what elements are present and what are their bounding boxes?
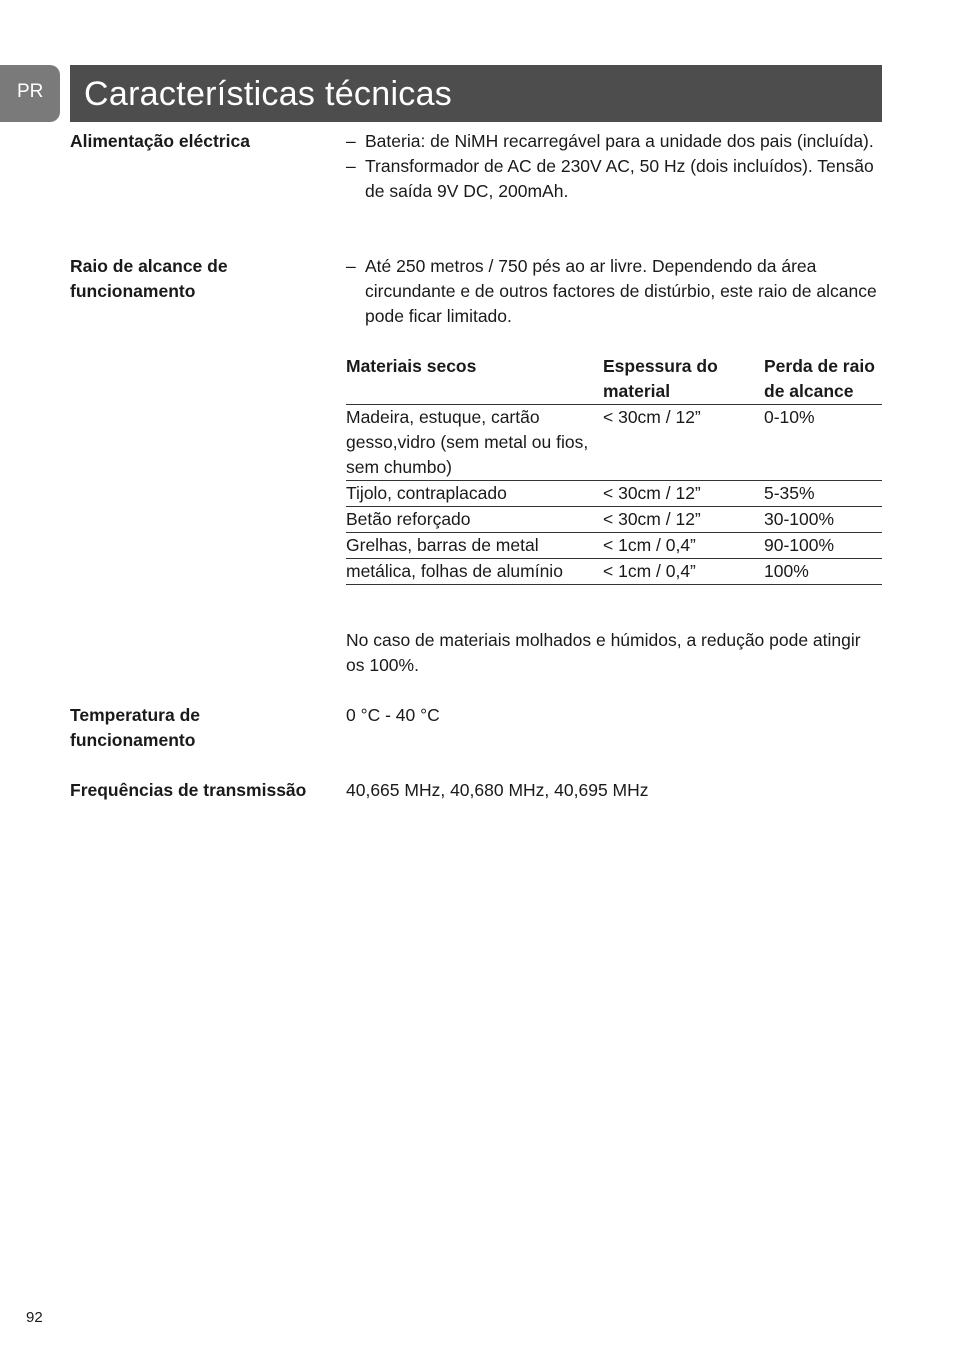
table-header-material: Materiais secos bbox=[346, 356, 477, 376]
range-bullet-text: Até 250 metros / 750 pés ao ar livre. Dependendo da área circundante e de outros factores de distúrbio, este raio de alcance pode ficar limitado. bbox=[365, 256, 877, 326]
table-cell-material: metálica, folhas de alumínio bbox=[346, 561, 563, 581]
table-row bbox=[346, 559, 882, 585]
wet-materials-note: No caso de materiais molhados e húmidos, a redução pode atingir os 100%. bbox=[346, 630, 861, 675]
range-label: Raio de alcance de funcionamento bbox=[70, 256, 228, 301]
table-header-row bbox=[346, 354, 882, 405]
power-spec bbox=[346, 129, 882, 204]
temperature-label: Temperatura de funcionamento bbox=[70, 705, 200, 750]
range-bullet bbox=[346, 254, 882, 329]
power-bullet-text: Bateria: de NiMH recarregável para a unidade dos pais (incluída). bbox=[365, 131, 874, 151]
bullet-dash: – bbox=[346, 131, 356, 151]
power-bullet-adapter bbox=[346, 154, 882, 204]
page-title: Características técnicas bbox=[70, 65, 882, 122]
table-cell-range-loss: 100% bbox=[764, 561, 809, 581]
frequencies-value: 40,665 MHz, 40,680 MHz, 40,695 MHz bbox=[346, 780, 649, 800]
table-cell-range-loss: 0-10% bbox=[764, 407, 815, 427]
table-cell-thickness: < 30cm / 12” bbox=[603, 407, 701, 427]
table-row bbox=[346, 533, 882, 559]
power-bullet-text: Transformador de AC de 230V AC, 50 Hz (dois incluídos). Tensão de saída 9V DC, 200mAh. bbox=[365, 156, 874, 201]
table-cell-material: Madeira, estuque, cartão gesso,vidro (sem metal ou fios, sem chumbo) bbox=[346, 407, 589, 477]
power-label: Alimentação eléctrica bbox=[70, 131, 250, 151]
table-cell-range-loss: 90-100% bbox=[764, 535, 835, 555]
table-cell-material: Tijolo, contraplacado bbox=[346, 483, 507, 503]
bullet-dash: – bbox=[346, 256, 356, 276]
table-cell-range-loss: 5-35% bbox=[764, 483, 815, 503]
table-cell-thickness: < 30cm / 12” bbox=[603, 483, 701, 503]
materials-table bbox=[346, 354, 882, 585]
page-number: 92 bbox=[26, 1309, 43, 1326]
table-cell-thickness: < 30cm / 12” bbox=[603, 509, 701, 529]
language-tab: PR bbox=[0, 65, 60, 122]
table-cell-range-loss: 30-100% bbox=[764, 509, 835, 529]
table-cell-material: Betão reforçado bbox=[346, 509, 471, 529]
table-header-range-loss: Perda de raio de alcance bbox=[764, 356, 875, 401]
table-row bbox=[346, 481, 882, 507]
power-bullet-battery bbox=[346, 129, 882, 154]
table-cell-thickness: < 1cm / 0,4” bbox=[603, 535, 696, 555]
table-row bbox=[346, 405, 882, 481]
frequencies-label: Frequências de transmissão bbox=[70, 780, 307, 800]
range-spec bbox=[346, 254, 882, 329]
bullet-dash: – bbox=[346, 156, 356, 176]
table-cell-material: Grelhas, barras de metal bbox=[346, 535, 539, 555]
table-header-thickness: Espessura do material bbox=[603, 356, 718, 401]
table-cell-thickness: < 1cm / 0,4” bbox=[603, 561, 696, 581]
table-row bbox=[346, 507, 882, 533]
temperature-value: 0 °C - 40 °C bbox=[346, 705, 440, 725]
